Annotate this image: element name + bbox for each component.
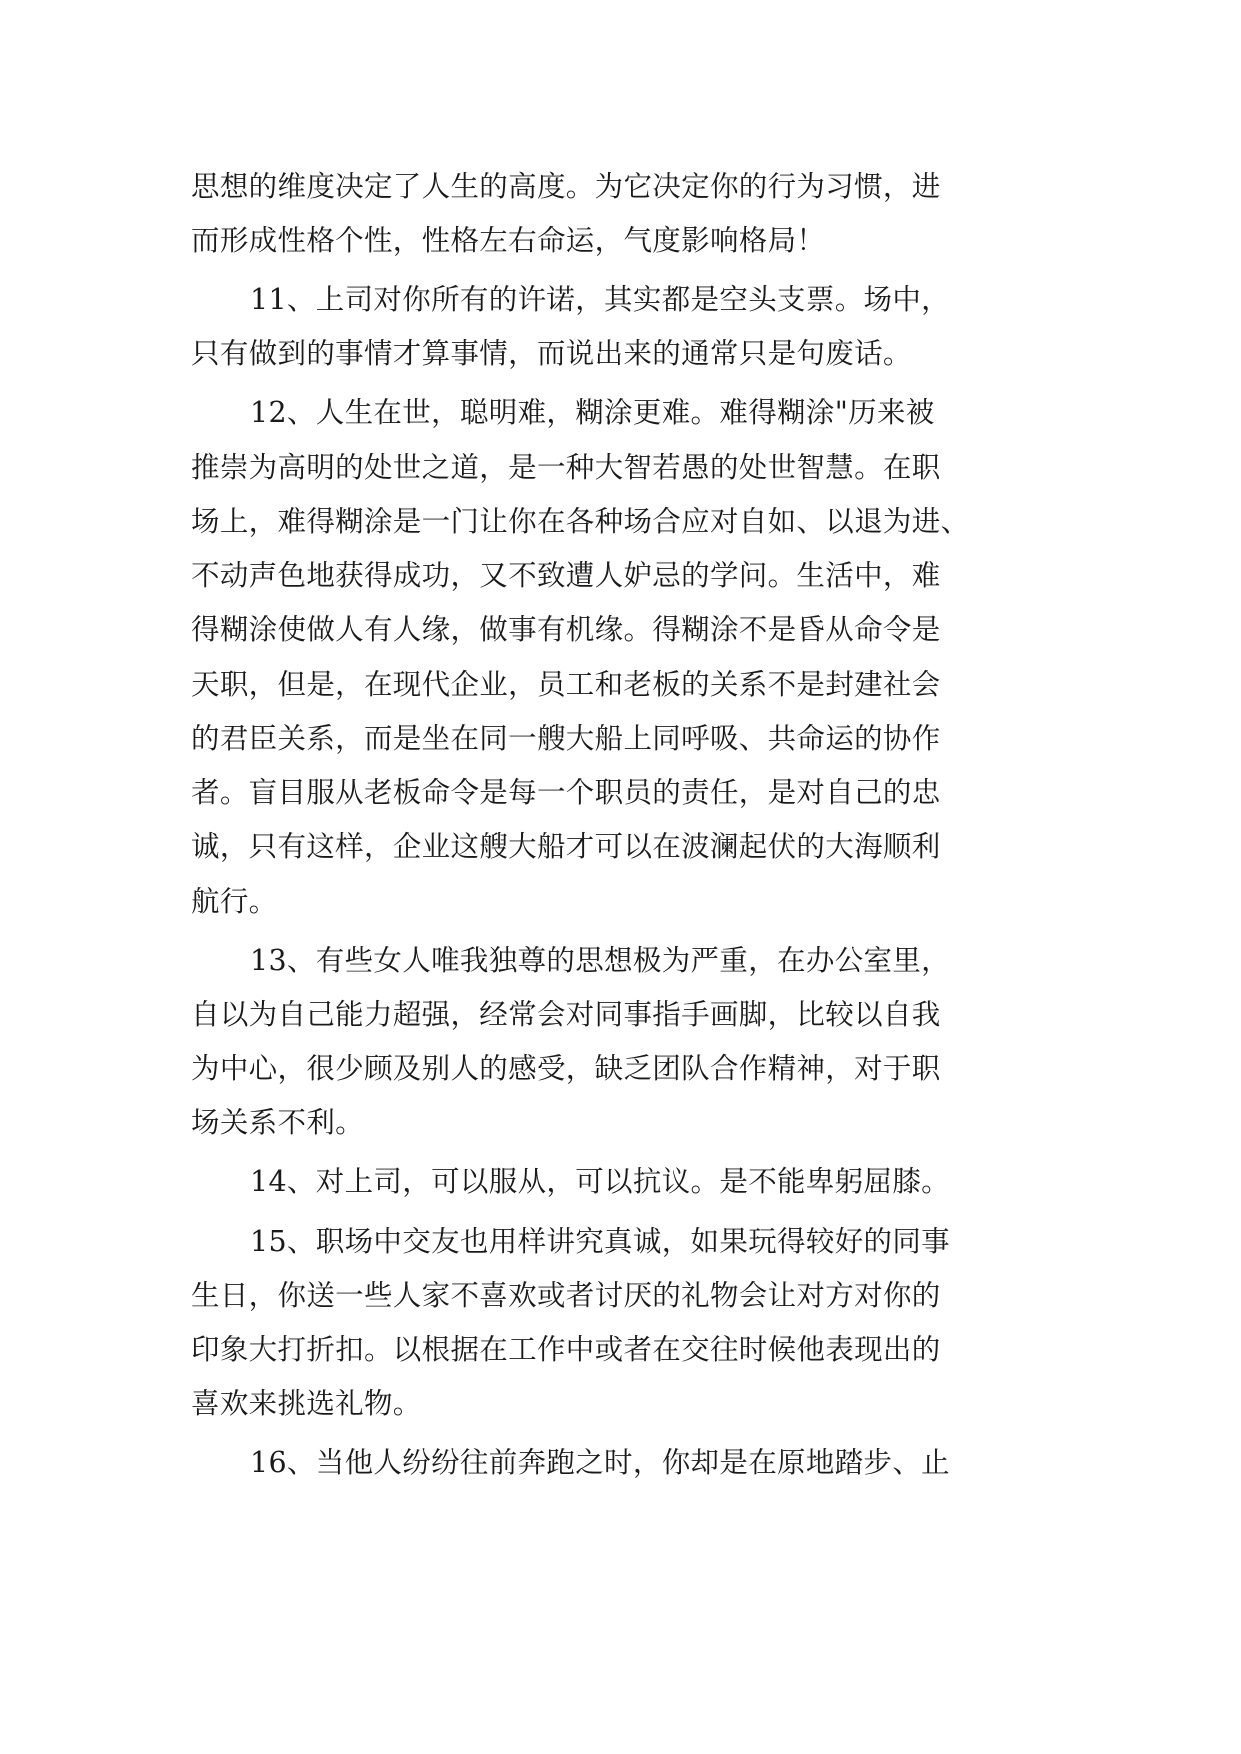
paragraph-14-line: 14、对上司，可以服从，可以抗议。是不能卑躬屈膝。	[250, 1165, 951, 1198]
text-line: 场上，难得糊涂是一门让你在各种场合应对自如、以退为进、	[191, 505, 970, 538]
text-line: 天职，但是，在现代企业，员工和老板的关系不是封建社会	[191, 668, 941, 701]
paragraph-15-line: 15、职场中交友也用样讲究真诚，如果玩得较好的同事	[250, 1225, 951, 1258]
text-line: 诚，只有这样，企业这艘大船才可以在波澜起伏的大海顺利	[191, 830, 941, 863]
text-line: 者。盲目服从老板命令是每一个职员的责任，是对自己的忠	[191, 776, 941, 809]
text-line: 印象大打折扣。以根据在工作中或者在交往时候他表现出的	[191, 1333, 941, 1366]
text-line: 思想的维度决定了人生的高度。为它决定你的行为习惯，进	[191, 170, 941, 203]
paragraph-12-line: 12、人生在世，聪明难，糊涂更难。难得糊涂"历来被	[250, 396, 935, 429]
paragraph-16-line: 16、当他人纷纷往前奔跑之时，你却是在原地踏步、止	[250, 1446, 951, 1479]
text-line: 不动声色地获得成功，又不致遭人妒忌的学问。生活中，难	[191, 559, 941, 592]
paragraph-13-line: 13、有些女人唯我独尊的思想极为严重，在办公室里，	[250, 944, 951, 977]
text-line: 只有做到的事情才算事情，而说出来的通常只是句废话。	[191, 337, 912, 370]
text-line: 为中心，很少顾及别人的感受，缺乏团队合作精神，对于职	[191, 1052, 941, 1085]
text-line: 自以为自己能力超强，经常会对同事指手画脚，比较以自我	[191, 998, 941, 1031]
text-line: 喜欢来挑选礼物。	[191, 1387, 422, 1420]
text-line: 航行。	[191, 885, 278, 918]
text-line: 而形成性格个性，性格左右命运，气度影响格局！	[191, 224, 826, 257]
text-line: 推崇为高明的处世之道，是一种大智若愚的处世智慧。在职	[191, 451, 941, 484]
text-line: 得糊涂使做人有人缘，做事有机缘。得糊涂不是昏从命令是	[191, 613, 941, 646]
text-line: 生日，你送一些人家不喜欢或者讨厌的礼物会让对方对你的	[191, 1279, 941, 1312]
paragraph-11-line: 11、上司对你所有的许诺，其实都是空头支票。场中，	[250, 283, 951, 316]
text-line: 的君臣关系，而是坐在同一艘大船上同呼吸、共命运的协作	[191, 722, 941, 755]
text-line: 场关系不利。	[191, 1106, 364, 1139]
